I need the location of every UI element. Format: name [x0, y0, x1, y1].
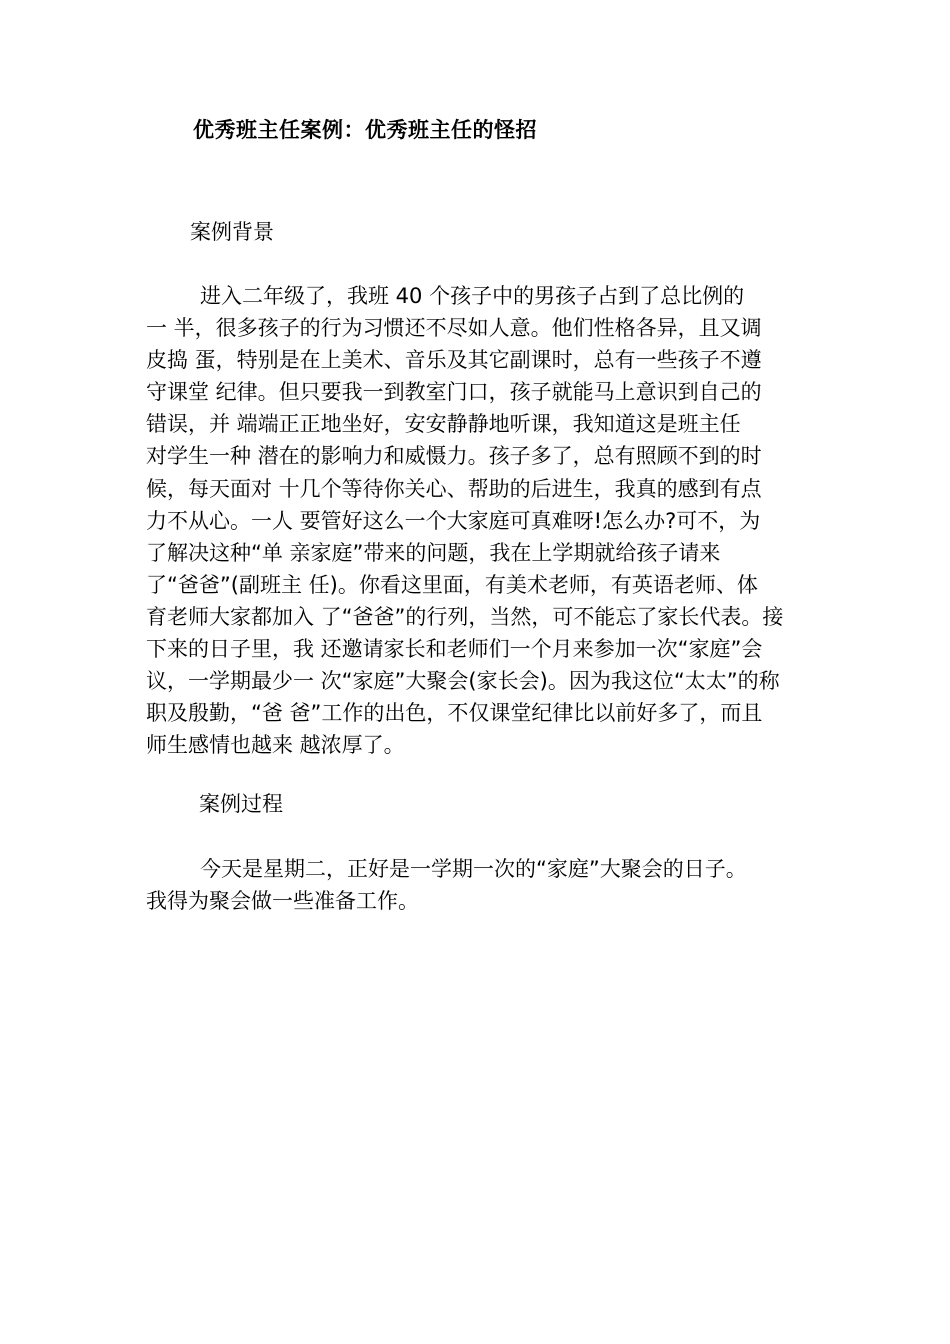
- paragraph-line: 皮捣 蛋，特别是在上美术、音乐及其它副课时，总有一些孩子不遵: [146, 348, 762, 373]
- paragraph-line: 下来的日子里，我 还邀请家长和老师们一个月来参加一次“家庭”会: [146, 637, 763, 662]
- paragraph-line: 进入二年级了，我班 40 个孩子中的男孩子占到了总比例的: [200, 284, 745, 308]
- paragraph-line: 一 半，很多孩子的行为习惯还不尽如人意。他们性格各异，且又调: [146, 316, 762, 341]
- document-title: 优秀班主任案例：优秀班主任的怪招: [193, 118, 537, 142]
- section-heading-background: 案例背景: [190, 220, 274, 244]
- paragraph-line: 力不从心。一人 要管好这么一个大家庭可真难呀!怎么办?可不，为: [146, 508, 761, 533]
- paragraph-line: 我得为聚会做一些准备工作。: [146, 889, 419, 914]
- paragraph-line: 错误，并 端端正正地坐好，安安静静地听课，我知道这是班主任: [146, 412, 741, 437]
- paragraph-line: 守课堂 纪律。但只要我一到教室门口，孩子就能马上意识到自己的: [146, 380, 762, 405]
- paragraph-line: 候，每天面对 十几个等待你关心、帮助的后进生，我真的感到有点: [146, 476, 762, 501]
- paragraph-line: 议，一学期最少一 次“家庭”大聚会(家长会)。因为我这位“太太”的称: [146, 669, 780, 694]
- paragraph-line: 育老师大家都加入 了“爸爸”的行列，当然，可不能忘了家长代表。接: [146, 604, 784, 629]
- paragraph-line: 对学生一种 潜在的影响力和威慑力。孩子多了，总有照顾不到的时: [146, 444, 762, 469]
- paragraph-line: 职及殷勤，“爸 爸”工作的出色，不仅课堂纪律比以前好多了，而且: [146, 701, 763, 726]
- paragraph-line: 了解决这种“单 亲家庭”带来的问题，我在上学期就给孩子请来: [146, 540, 721, 565]
- section-body-background: [146, 280, 826, 761]
- section-heading-process: 案例过程: [199, 792, 283, 816]
- paragraph-line: 今天是星期二，正好是一学期一次的“家庭”大聚会的日子。: [200, 857, 747, 881]
- paragraph-line: 师生感情也越来 越浓厚了。: [146, 733, 405, 758]
- section-body-process: [146, 853, 826, 917]
- paragraph-line: 了“爸爸”(副班主 任)。你看这里面，有美术老师，有英语老师、体: [146, 572, 758, 597]
